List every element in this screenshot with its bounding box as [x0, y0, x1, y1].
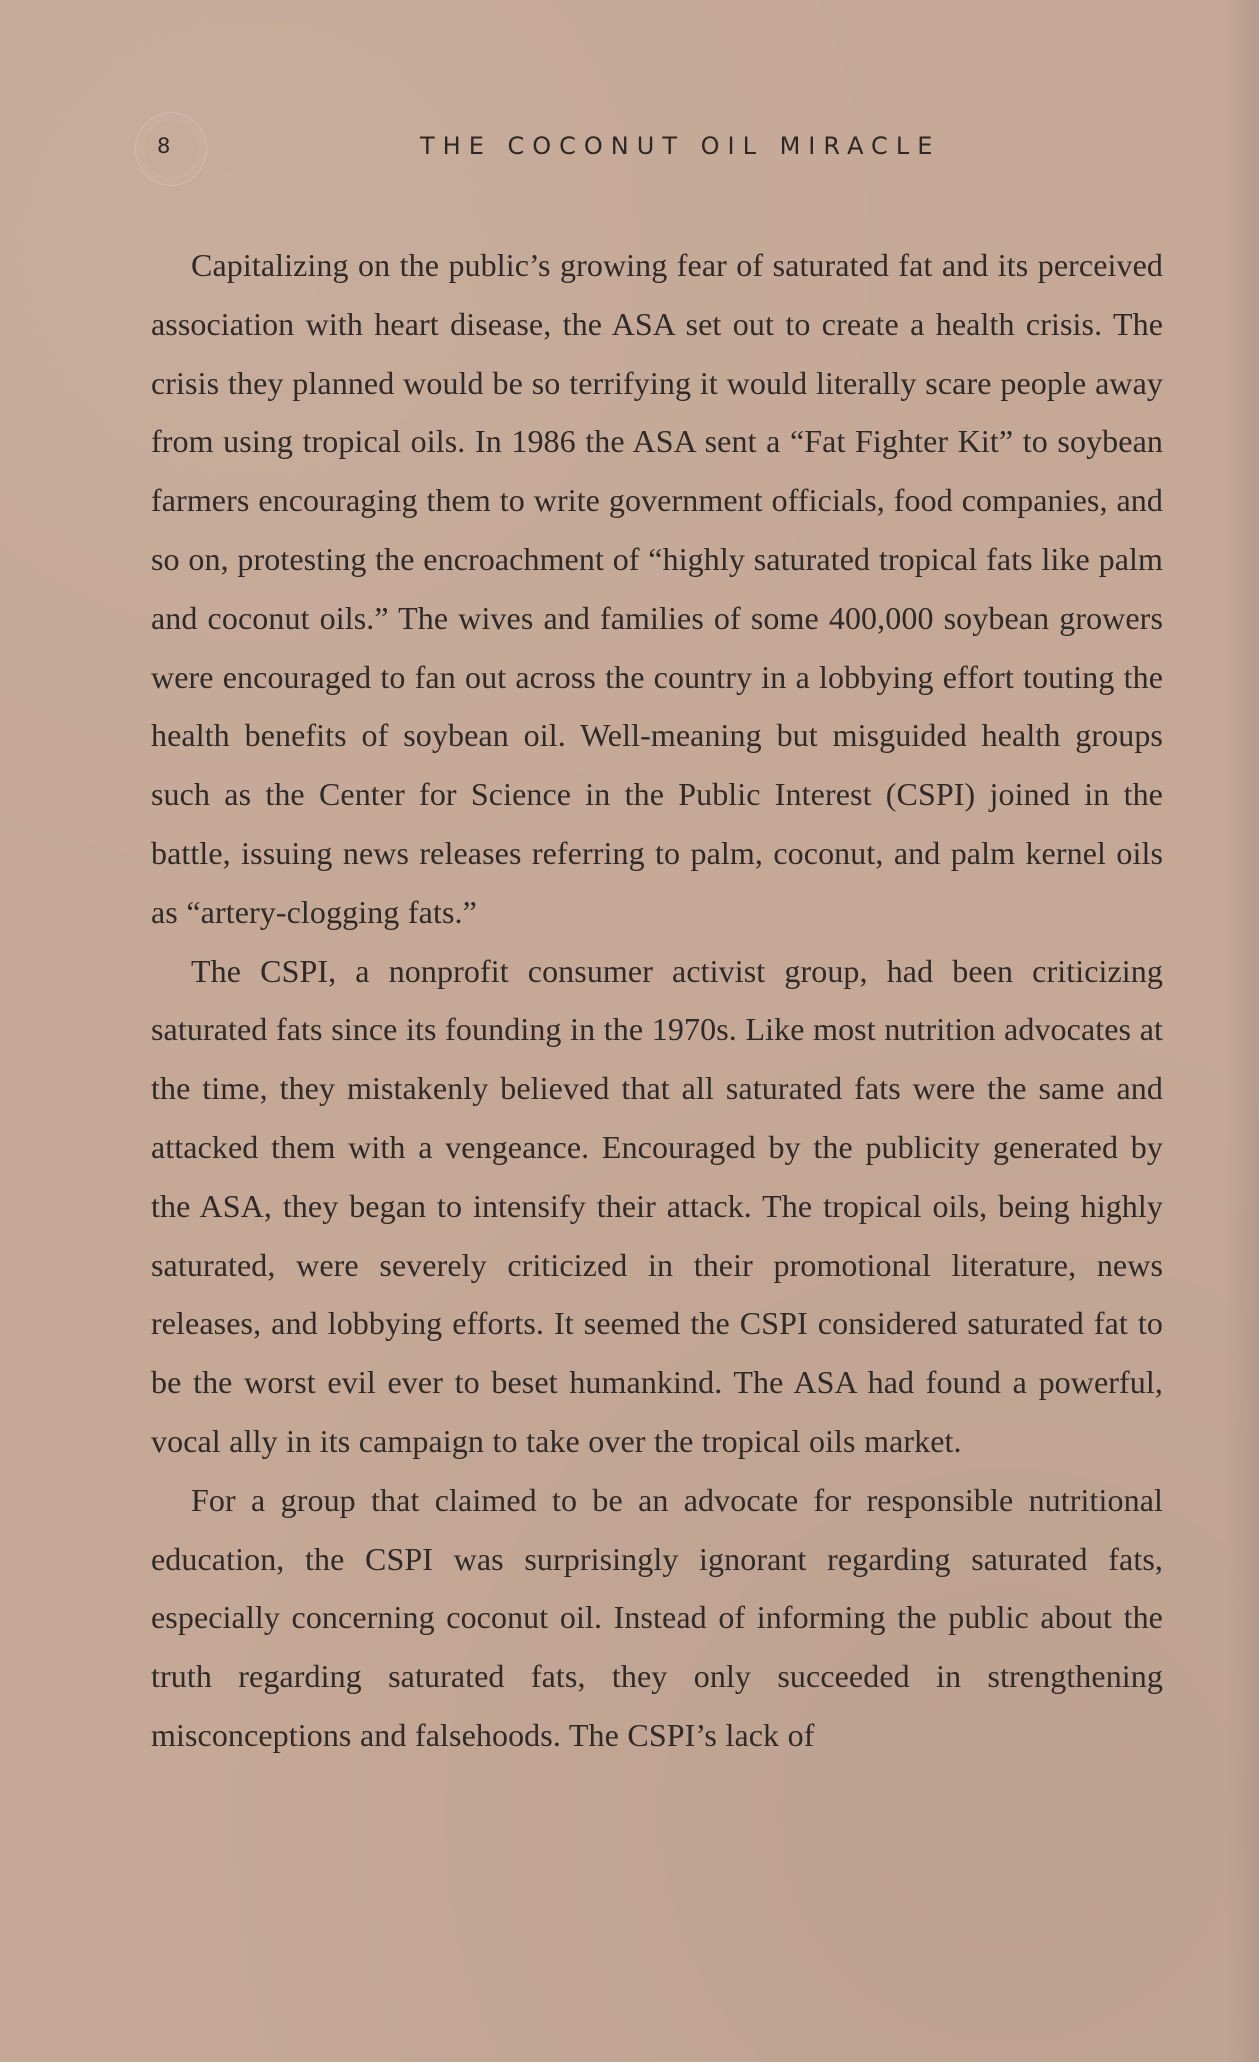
body-text — [151, 236, 1163, 1765]
page-number: 8 — [157, 134, 172, 158]
running-head: THE COCONUT OIL MIRACLE — [420, 132, 941, 160]
paragraph-3: For a group that claimed to be an advocate for responsible nutritional education, the CSPI was surprisingly ignorant regarding saturated fats, especially concerning coconut oil. Instead of informing the public about the truth regarding saturated fats, they only succeeded in strengthening misconceptions and falsehoods. The CSPI’s lack of — [151, 1481, 1163, 1753]
page-header — [0, 128, 1259, 168]
page-edge-shadow — [1225, 0, 1259, 2062]
paragraph-1: Capitalizing on the public’s growing fear of saturated fat and its perceived association with heart disease, the ASA set out to create a health crisis. The crisis they planned would be so terrifying it would literally scare people away from using tropical oils. In 1986 the ASA sent a “Fat Fighter Kit” to soybean farmers encouraging them to write government officials, food companies, and so on, protesting the encroachment of “highly saturated tropical fats like palm and coconut oils.” The wives and families of some 400,000 soybean growers were encouraged to fan out across the country in a lobbying effort touting the health benefits of soybean oil. Well-meaning but misguided health groups such as the Center for Science in the Public Interest (CSPI) joined in the battle, issuing news releases referring to palm, coconut, and palm kernel oils as “artery-clogging fats.” — [151, 247, 1163, 930]
paragraph-2: The CSPI, a nonprofit consumer activist group, had been criticizing saturated fats since its founding in the 1970s. Like most nutrition advocates at the time, they mistakenly believed that all saturated fats were the same and attacked them with a vengeance. Encouraged by the publicity generated by the ASA, they began to intensify their attack. The tropical oils, being highly saturated, were severely criticized in their promotional literature, news releases, and lobbying efforts. It seemed the CSPI considered saturated fat to be the worst evil ever to beset humankind. The ASA had found a powerful, vocal ally in its campaign to take over the tropical oils market. — [151, 952, 1163, 1459]
